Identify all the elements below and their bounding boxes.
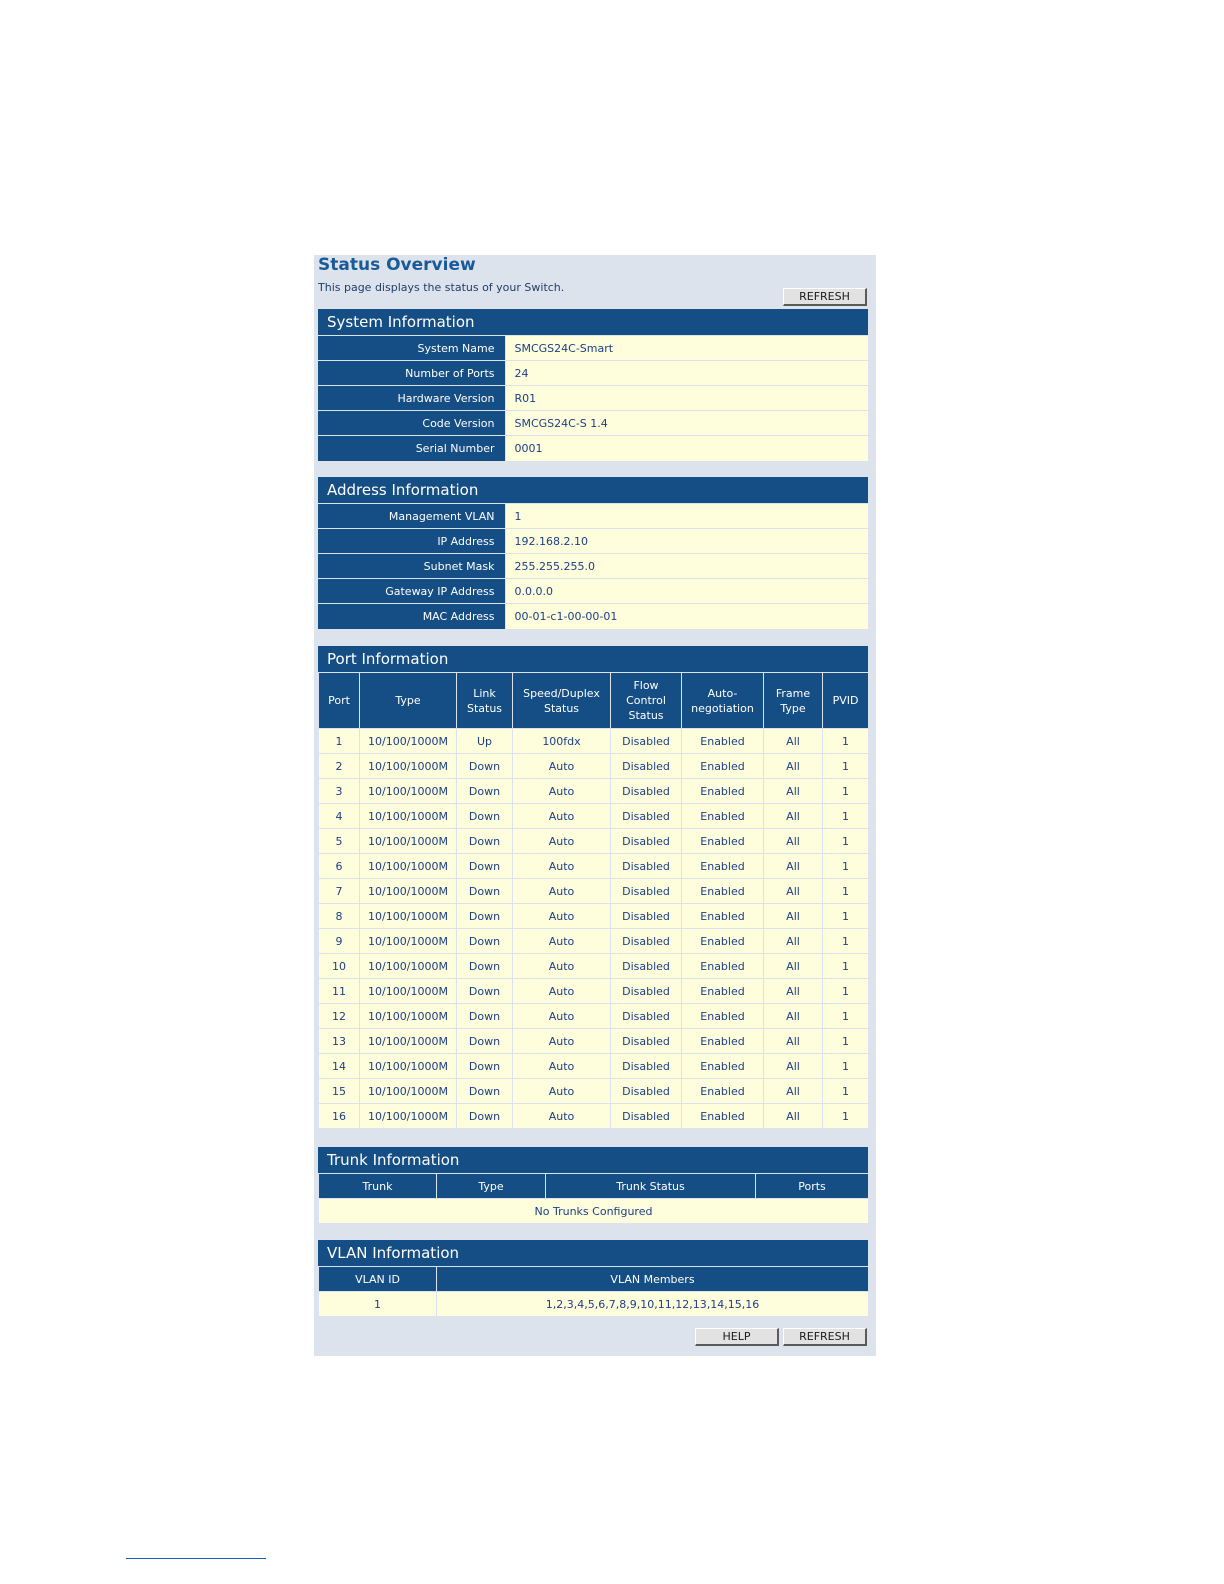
table-cell: 1 <box>823 729 869 754</box>
table-cell: Disabled <box>611 904 682 929</box>
footnote-separator <box>126 1558 266 1559</box>
column-header <box>457 673 513 729</box>
field-label: Number of Ports <box>318 361 505 386</box>
column-header-line: Type <box>395 694 421 707</box>
column-header: Trunk <box>319 1174 437 1199</box>
table-cell: Auto <box>513 979 611 1004</box>
table-cell: Enabled <box>682 829 764 854</box>
table-cell: Down <box>457 1079 513 1104</box>
table-cell: 4 <box>319 804 360 829</box>
table-cell: 7 <box>319 879 360 904</box>
table-cell: Down <box>457 979 513 1004</box>
table-cell: All <box>764 879 823 904</box>
table-row <box>319 1054 869 1079</box>
field-value: 0.0.0.0 <box>505 579 868 604</box>
table-cell: Disabled <box>611 829 682 854</box>
table-cell: 1 <box>823 804 869 829</box>
table-cell: All <box>764 829 823 854</box>
table-cell: 1 <box>823 1079 869 1104</box>
table-cell: Down <box>457 754 513 779</box>
table-row <box>318 411 868 436</box>
table-row <box>319 979 869 1004</box>
field-label: Hardware Version <box>318 386 505 411</box>
port-information-section <box>318 646 868 1129</box>
table-cell: Down <box>457 854 513 879</box>
table-cell: 8 <box>319 904 360 929</box>
table-row <box>318 336 868 361</box>
table-row <box>318 579 868 604</box>
table-cell: Down <box>457 1054 513 1079</box>
table-row <box>319 929 869 954</box>
table-row <box>319 1292 869 1317</box>
table-cell: All <box>764 1004 823 1029</box>
table-cell: Enabled <box>682 954 764 979</box>
column-header: Type <box>437 1174 546 1199</box>
column-header: VLAN Members <box>437 1267 869 1292</box>
column-header <box>360 673 457 729</box>
column-header-line: Flow <box>633 679 659 692</box>
table-cell: 10 <box>319 954 360 979</box>
table-cell: Auto <box>513 1079 611 1104</box>
table-cell: All <box>764 979 823 1004</box>
trunk-empty-message: No Trunks Configured <box>319 1199 869 1224</box>
port-information-table <box>318 672 869 1129</box>
table-row <box>319 804 869 829</box>
column-header-line: Type <box>780 701 806 715</box>
table-cell: Up <box>457 729 513 754</box>
table-cell: Disabled <box>611 929 682 954</box>
field-value: 255.255.255.0 <box>505 554 868 579</box>
table-row <box>318 554 868 579</box>
table-cell: 10/100/1000M <box>360 1079 457 1104</box>
table-row <box>319 954 869 979</box>
table-row <box>319 729 869 754</box>
table-cell: 10/100/1000M <box>360 929 457 954</box>
field-label: IP Address <box>318 529 505 554</box>
table-cell: 10/100/1000M <box>360 954 457 979</box>
field-label: Code Version <box>318 411 505 436</box>
table-cell: Auto <box>513 854 611 879</box>
table-cell: All <box>764 854 823 879</box>
table-cell: 10/100/1000M <box>360 979 457 1004</box>
table-cell: 12 <box>319 1004 360 1029</box>
table-cell: Down <box>457 954 513 979</box>
table-cell: Disabled <box>611 729 682 754</box>
table-cell: 1 <box>823 929 869 954</box>
column-header: Trunk Status <box>546 1174 756 1199</box>
table-cell: 1 <box>823 979 869 1004</box>
table-cell: Disabled <box>611 979 682 1004</box>
table-cell: Down <box>457 1004 513 1029</box>
table-row <box>319 1104 869 1129</box>
table-cell: 1 <box>319 729 360 754</box>
table-cell: 1 <box>319 1292 437 1317</box>
table-cell: Enabled <box>682 1054 764 1079</box>
table-row <box>319 904 869 929</box>
field-label: Serial Number <box>318 436 505 461</box>
table-cell: Disabled <box>611 954 682 979</box>
column-header: VLAN ID <box>319 1267 437 1292</box>
table-cell: All <box>764 779 823 804</box>
refresh-button-top[interactable]: REFRESH <box>783 288 867 306</box>
table-row <box>318 604 868 629</box>
table-cell: All <box>764 904 823 929</box>
table-cell: 10/100/1000M <box>360 754 457 779</box>
field-label: Subnet Mask <box>318 554 505 579</box>
table-cell: Disabled <box>611 1104 682 1129</box>
table-row <box>318 361 868 386</box>
column-header-line: Control <box>626 694 666 707</box>
table-cell: Enabled <box>682 979 764 1004</box>
vlan-information-header: VLAN Information <box>318 1240 868 1266</box>
system-information-table <box>318 335 868 461</box>
table-cell: 15 <box>319 1079 360 1104</box>
table-cell: Enabled <box>682 854 764 879</box>
column-header <box>764 673 823 729</box>
table-row <box>319 779 869 804</box>
port-information-header: Port Information <box>318 646 868 672</box>
table-cell: Disabled <box>611 1054 682 1079</box>
column-header <box>611 673 682 729</box>
column-header <box>682 673 764 729</box>
table-cell: All <box>764 1029 823 1054</box>
table-cell: 100fdx <box>513 729 611 754</box>
column-header-line: Status <box>628 709 664 722</box>
table-cell: Disabled <box>611 1004 682 1029</box>
table-cell: 1,2,3,4,5,6,7,8,9,10,11,12,13,14,15,16 <box>437 1292 869 1317</box>
table-cell: Auto <box>513 1104 611 1129</box>
vlan-information-table <box>318 1266 869 1317</box>
column-header-line: Port <box>328 694 350 707</box>
table-cell: 1 <box>823 779 869 804</box>
table-cell: 16 <box>319 1104 360 1129</box>
column-header-line: PVID <box>832 694 859 707</box>
table-cell: Disabled <box>611 854 682 879</box>
field-value: 00-01-c1-00-00-01 <box>505 604 868 629</box>
column-header-line: Auto- <box>707 686 738 700</box>
field-label: System Name <box>318 336 505 361</box>
trunk-information-table <box>318 1173 869 1224</box>
table-row <box>318 529 868 554</box>
table-cell: All <box>764 1079 823 1104</box>
column-header-line: Speed/Duplex <box>523 686 600 700</box>
table-cell: Enabled <box>682 779 764 804</box>
table-cell: Auto <box>513 1004 611 1029</box>
table-cell: Auto <box>513 1054 611 1079</box>
table-cell: Auto <box>513 804 611 829</box>
column-header <box>823 673 869 729</box>
table-cell: All <box>764 1104 823 1129</box>
table-cell: Down <box>457 904 513 929</box>
table-cell: Down <box>457 779 513 804</box>
table-cell: Disabled <box>611 1029 682 1054</box>
table-cell: Enabled <box>682 904 764 929</box>
table-row <box>319 754 869 779</box>
table-cell: 10/100/1000M <box>360 904 457 929</box>
table-cell: Auto <box>513 1029 611 1054</box>
table-cell: Enabled <box>682 754 764 779</box>
table-row <box>319 854 869 879</box>
table-row <box>319 1029 869 1054</box>
trunk-information-section <box>318 1147 868 1224</box>
table-cell: 3 <box>319 779 360 804</box>
table-cell: Down <box>457 829 513 854</box>
table-cell: 1 <box>823 1004 869 1029</box>
table-cell: All <box>764 754 823 779</box>
table-cell: Down <box>457 1029 513 1054</box>
field-value: R01 <box>505 386 868 411</box>
table-cell: 10/100/1000M <box>360 1104 457 1129</box>
page-title: Status Overview <box>318 255 476 275</box>
table-cell: Enabled <box>682 1004 764 1029</box>
table-cell: 9 <box>319 929 360 954</box>
table-cell: 1 <box>823 1029 869 1054</box>
field-value: 192.168.2.10 <box>505 529 868 554</box>
field-value: SMCGS24C-S 1.4 <box>505 411 868 436</box>
column-header-line: Status <box>466 701 503 715</box>
table-cell: Disabled <box>611 1079 682 1104</box>
table-cell: Enabled <box>682 729 764 754</box>
table-row <box>319 879 869 904</box>
status-overview-panel <box>314 255 876 1356</box>
table-cell: 10/100/1000M <box>360 1054 457 1079</box>
field-label: Management VLAN <box>318 504 505 529</box>
column-header-line: Link <box>473 686 496 700</box>
table-row <box>318 436 868 461</box>
table-cell: All <box>764 954 823 979</box>
table-cell: Auto <box>513 829 611 854</box>
table-row <box>318 504 868 529</box>
field-label: MAC Address <box>318 604 505 629</box>
table-cell: 10/100/1000M <box>360 879 457 904</box>
field-label: Gateway IP Address <box>318 579 505 604</box>
table-cell: 10/100/1000M <box>360 1004 457 1029</box>
table-cell: Auto <box>513 954 611 979</box>
table-cell: 1 <box>823 1104 869 1129</box>
table-cell: 10/100/1000M <box>360 804 457 829</box>
table-cell: All <box>764 729 823 754</box>
table-cell: Auto <box>513 779 611 804</box>
table-cell: All <box>764 804 823 829</box>
system-information-section <box>318 309 868 461</box>
table-row <box>319 1004 869 1029</box>
table-cell: Down <box>457 1104 513 1129</box>
table-cell: 1 <box>823 879 869 904</box>
table-cell: Down <box>457 804 513 829</box>
table-cell: Enabled <box>682 929 764 954</box>
table-cell: 10/100/1000M <box>360 1029 457 1054</box>
column-header: Ports <box>756 1174 869 1199</box>
help-button[interactable]: HELP <box>695 1328 779 1346</box>
trunk-information-header: Trunk Information <box>318 1147 868 1173</box>
table-cell: Enabled <box>682 1079 764 1104</box>
table-cell: All <box>764 929 823 954</box>
table-row <box>319 829 869 854</box>
table-cell: 10/100/1000M <box>360 854 457 879</box>
table-cell: Enabled <box>682 804 764 829</box>
table-row <box>318 386 868 411</box>
field-value: SMCGS24C-Smart <box>505 336 868 361</box>
system-information-header: System Information <box>318 309 868 335</box>
table-cell: Down <box>457 879 513 904</box>
table-cell: Enabled <box>682 1104 764 1129</box>
table-cell: 10/100/1000M <box>360 779 457 804</box>
table-cell: 1 <box>823 829 869 854</box>
field-value: 1 <box>505 504 868 529</box>
table-cell: Auto <box>513 904 611 929</box>
page-description: This page displays the status of your Switch. <box>318 281 565 294</box>
table-cell: 13 <box>319 1029 360 1054</box>
table-cell: 2 <box>319 754 360 779</box>
table-cell: 1 <box>823 904 869 929</box>
table-cell: Disabled <box>611 879 682 904</box>
table-cell: Down <box>457 929 513 954</box>
table-row <box>319 1199 869 1224</box>
address-information-table <box>318 503 868 629</box>
address-information-header: Address Information <box>318 477 868 503</box>
table-cell: 1 <box>823 754 869 779</box>
table-cell: Auto <box>513 754 611 779</box>
column-header-line: negotiation <box>691 701 754 715</box>
address-information-section <box>318 477 868 629</box>
table-cell: Disabled <box>611 779 682 804</box>
table-cell: 14 <box>319 1054 360 1079</box>
field-value: 24 <box>505 361 868 386</box>
refresh-button-bottom[interactable]: REFRESH <box>783 1328 867 1346</box>
table-cell: 11 <box>319 979 360 1004</box>
table-cell: 1 <box>823 1054 869 1079</box>
column-header-line: Frame <box>775 686 811 700</box>
column-header <box>513 673 611 729</box>
column-header-line: Status <box>543 701 580 715</box>
table-cell: Disabled <box>611 804 682 829</box>
field-value: 0001 <box>505 436 868 461</box>
column-header <box>319 673 360 729</box>
table-cell: Enabled <box>682 1029 764 1054</box>
table-cell: 10/100/1000M <box>360 829 457 854</box>
table-cell: Disabled <box>611 754 682 779</box>
vlan-information-section <box>318 1240 868 1317</box>
table-cell: Enabled <box>682 879 764 904</box>
table-cell: 1 <box>823 854 869 879</box>
table-cell: 5 <box>319 829 360 854</box>
table-cell: Auto <box>513 879 611 904</box>
table-cell: Auto <box>513 929 611 954</box>
table-cell: 6 <box>319 854 360 879</box>
table-row <box>319 1079 869 1104</box>
table-cell: All <box>764 1054 823 1079</box>
table-cell: 10/100/1000M <box>360 729 457 754</box>
table-cell: 1 <box>823 954 869 979</box>
